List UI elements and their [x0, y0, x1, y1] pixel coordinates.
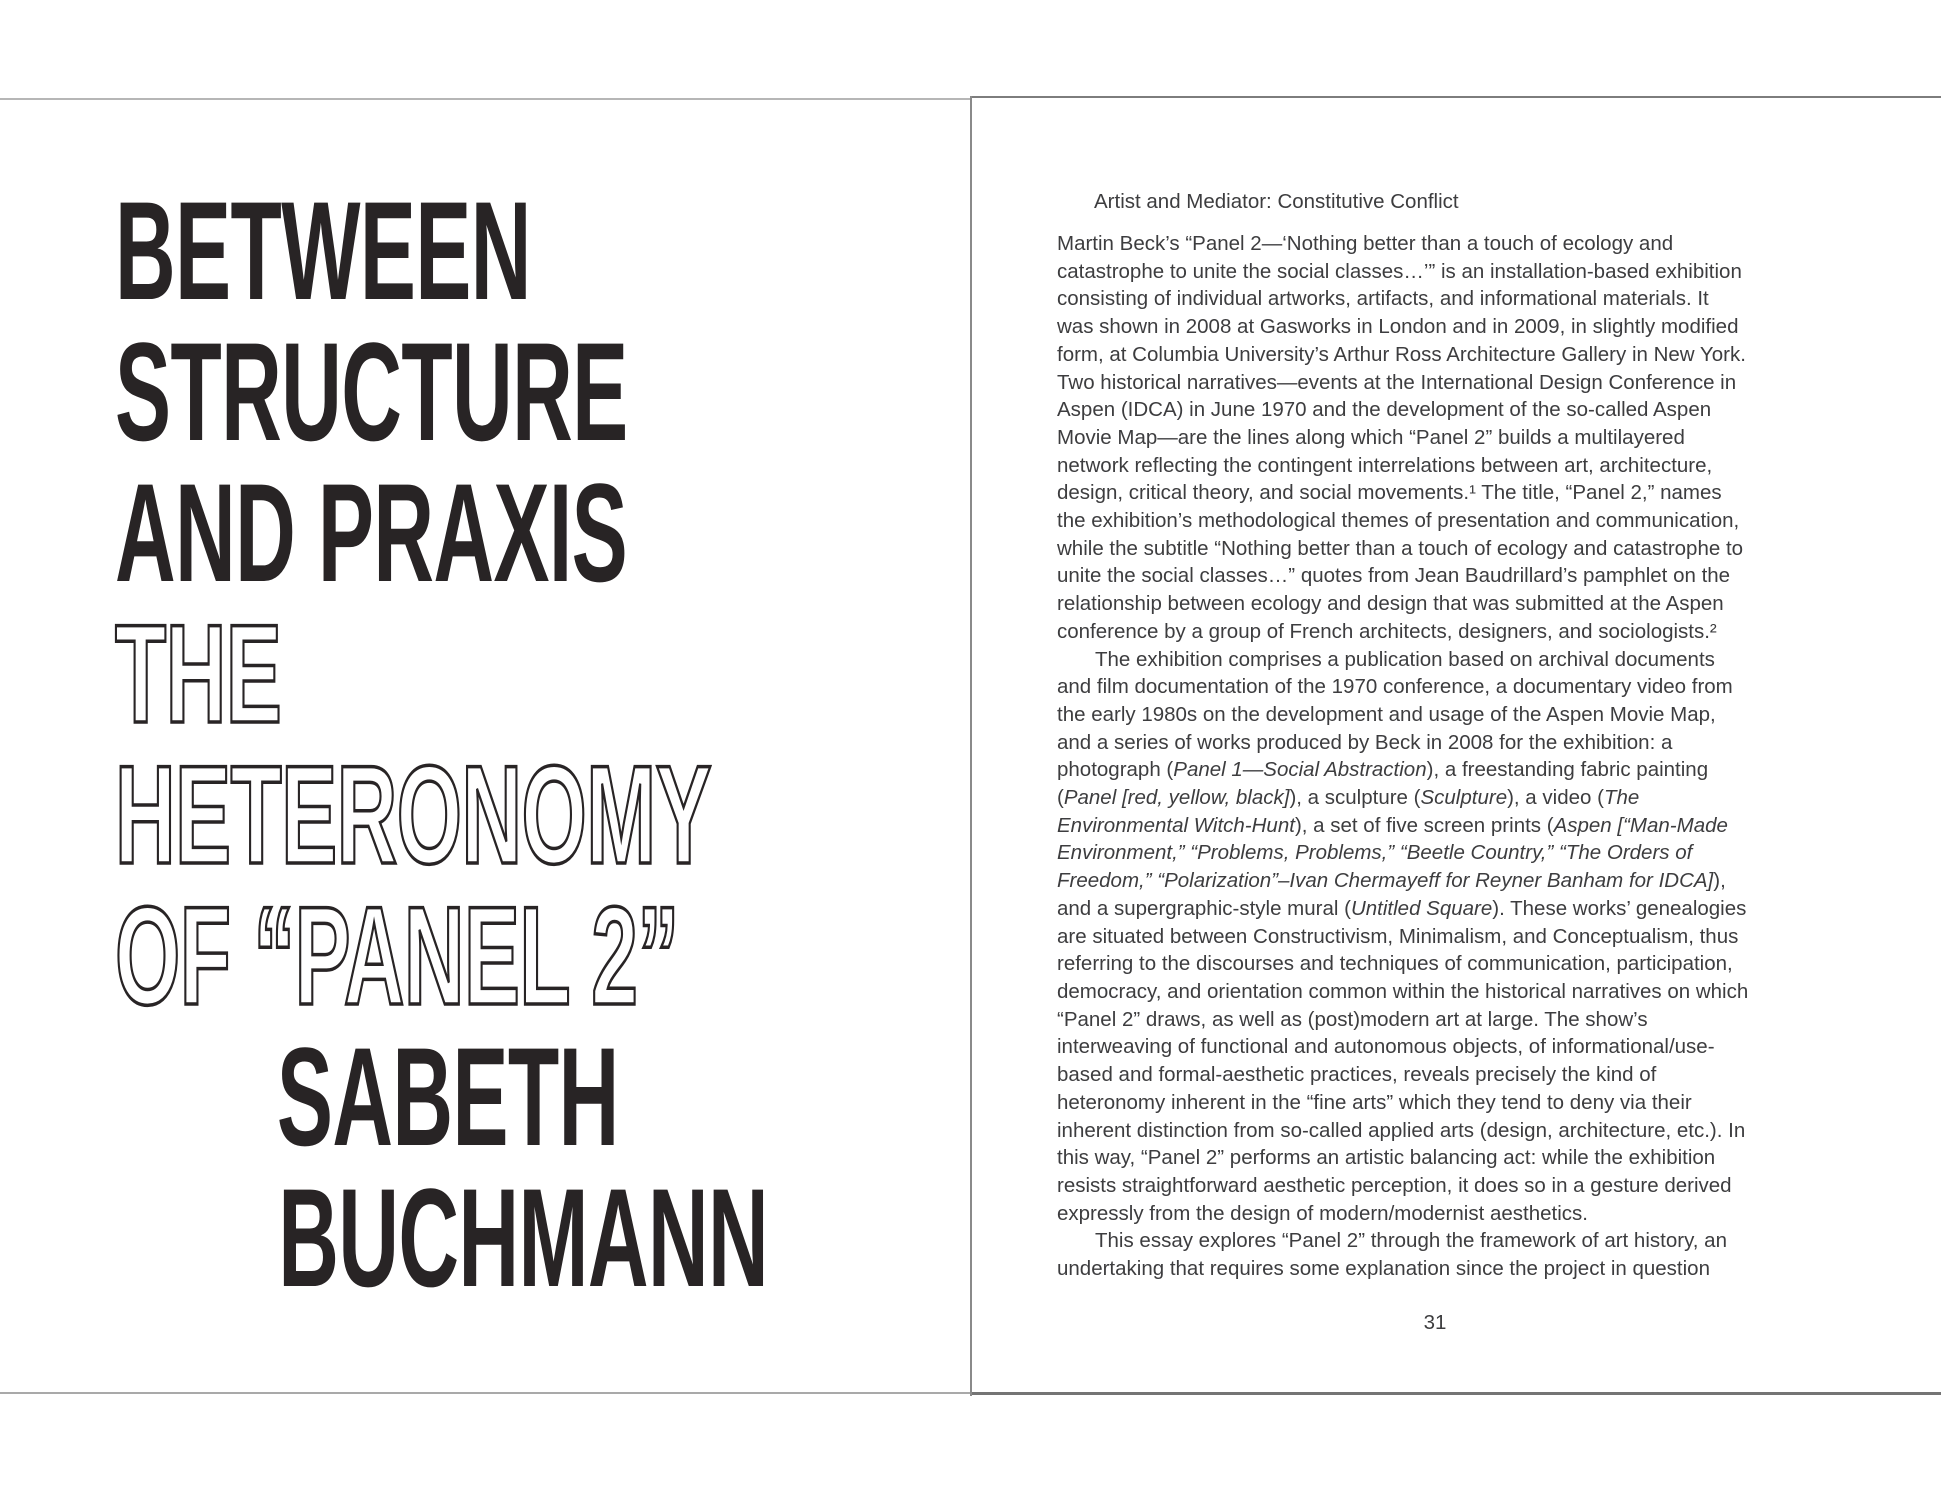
title-line: [115, 172, 780, 329]
essay-column: [1057, 188, 1813, 1337]
text-run: ). These works’ genealogies are situated between Constructivism, Minimalism, and Conceptualism, thus referring to the discourses and techniques of communication, participation, democracy, and orientation common within the historical narratives on which “Panel 2” draws, as well as (post)modern art at large. The show’s interweaving of functional and autonomous objects, of informational/use-based and formal-aesthetic practices, reveals precisely the kind of heteronomy inherent in the “fine arts” which they tend to deny via their inherent distinction from so-called applied arts (design, architecture, etc.). In this way, “Panel 2” performs an artistic balancing act: while the exhibition resists straightforward aesthetic perception, it does so in a gesture derived expressly from the design of modern/modernist aesthetics.: [1057, 896, 1749, 1225]
title-line-text: HETERONOMY: [115, 736, 712, 893]
title-line: [115, 1018, 780, 1175]
text-run: Martin Beck’s “Panel 2—‘Nothing better than a touch of ecology and catastrophe to unite the social classes…’” is an installation-based exhibition consisting of individual artworks, artifacts, and informational materials. It was shown in 2008 at Gasworks in London and in 2009, in slightly modified form, at Columbia University’s Arthur Ross Architecture Gallery in New York. Two historical narratives—events at the International Design Conference in Aspen (IDCA) in June 1970 and the development of the so-called Aspen Movie Map—are the lines along which “Panel 2” builds a multilayered network reflecting the contingent interrelations between art, architecture, design, critical theory, and social movements.¹ The title, “Panel 2,” names the exhibition’s methodological themes of presentation and communication, while the subtitle “Nothing better than a touch of ecology and catastrophe to unite the social classes…” quotes from Jean Baudrillard’s pamphlet on the relationship between ecology and design that was submitted at the Aspen conference by a group of French architects, designers, and sociologists.²: [1057, 232, 1746, 643]
title-block: [115, 172, 780, 1316]
italic-run: Panel 1—Social Abstraction: [1173, 758, 1427, 782]
title-line: [115, 877, 780, 1034]
title-line-text: STRUCTURE: [115, 313, 628, 470]
text-run: ), a set of five screen prints (: [1294, 813, 1554, 837]
page-spread: [0, 98, 1941, 1394]
title-line-text: SABETH: [276, 1018, 619, 1175]
text-run: ), a sculpture (: [1289, 786, 1421, 810]
title-line-text: BUCHMANN: [278, 1159, 769, 1316]
running-head: Artist and Mediator: Constitutive Conflict: [1094, 190, 1459, 213]
paragraph: [1057, 646, 1749, 1228]
title-line-text: OF “PANEL 2”: [115, 877, 679, 1034]
italic-run: Panel [red, yellow, black]: [1063, 786, 1290, 810]
title-line: [115, 313, 780, 470]
italic-run: Sculpture: [1420, 786, 1508, 810]
title-line-text: BETWEEN: [115, 172, 531, 329]
paragraph: [1057, 230, 1749, 646]
left-page-top-edge: [0, 98, 972, 100]
page-gutter-line: [970, 96, 972, 1396]
text-run: ), and a supergraphic-style mural (: [1057, 869, 1726, 920]
text-run: This essay explores “Panel 2” through the framework of art history, an undertaking that requires some explanation since the project in question: [1057, 1229, 1727, 1281]
text-run: The exhibition comprises a publication based on archival documents and film documentation of the 1970 conference, a documentary video from the early 1980s on the development and usage of the Aspen Movie Map, and a series of works produced by Beck in 2008 for the exhibition: a photograph (: [1057, 647, 1733, 782]
title-line: [115, 454, 780, 611]
italic-run: Untitled Square: [1350, 896, 1493, 920]
right-page-top-edge: [972, 96, 1941, 98]
title-line: [115, 736, 780, 893]
text-run: ), a freestanding fabric painting (: [1057, 758, 1709, 810]
text-run: ), a video (: [1507, 786, 1604, 810]
title-line-text: AND PRAXIS: [115, 454, 628, 611]
italic-run: Aspen [“Man-Made Environment,” “Problems, Problems,” “Beetle Country,” “The Orders of Freedom,” “Polarization”–Ivan Chermayeff for Reyner Banham for IDCA]: [1057, 813, 1728, 893]
body-paragraphs: [1057, 230, 1813, 1283]
page-number: 31: [1423, 1310, 1447, 1334]
paragraph: [1057, 1227, 1749, 1282]
italic-run: The Environmental Witch-Hunt: [1057, 786, 1640, 837]
right-page-bottom-edge: [972, 1392, 1941, 1395]
title-line: [115, 595, 780, 752]
title-line: [115, 1159, 780, 1316]
title-line-text: THE: [115, 595, 282, 752]
left-page-bottom-edge: [0, 1392, 972, 1394]
